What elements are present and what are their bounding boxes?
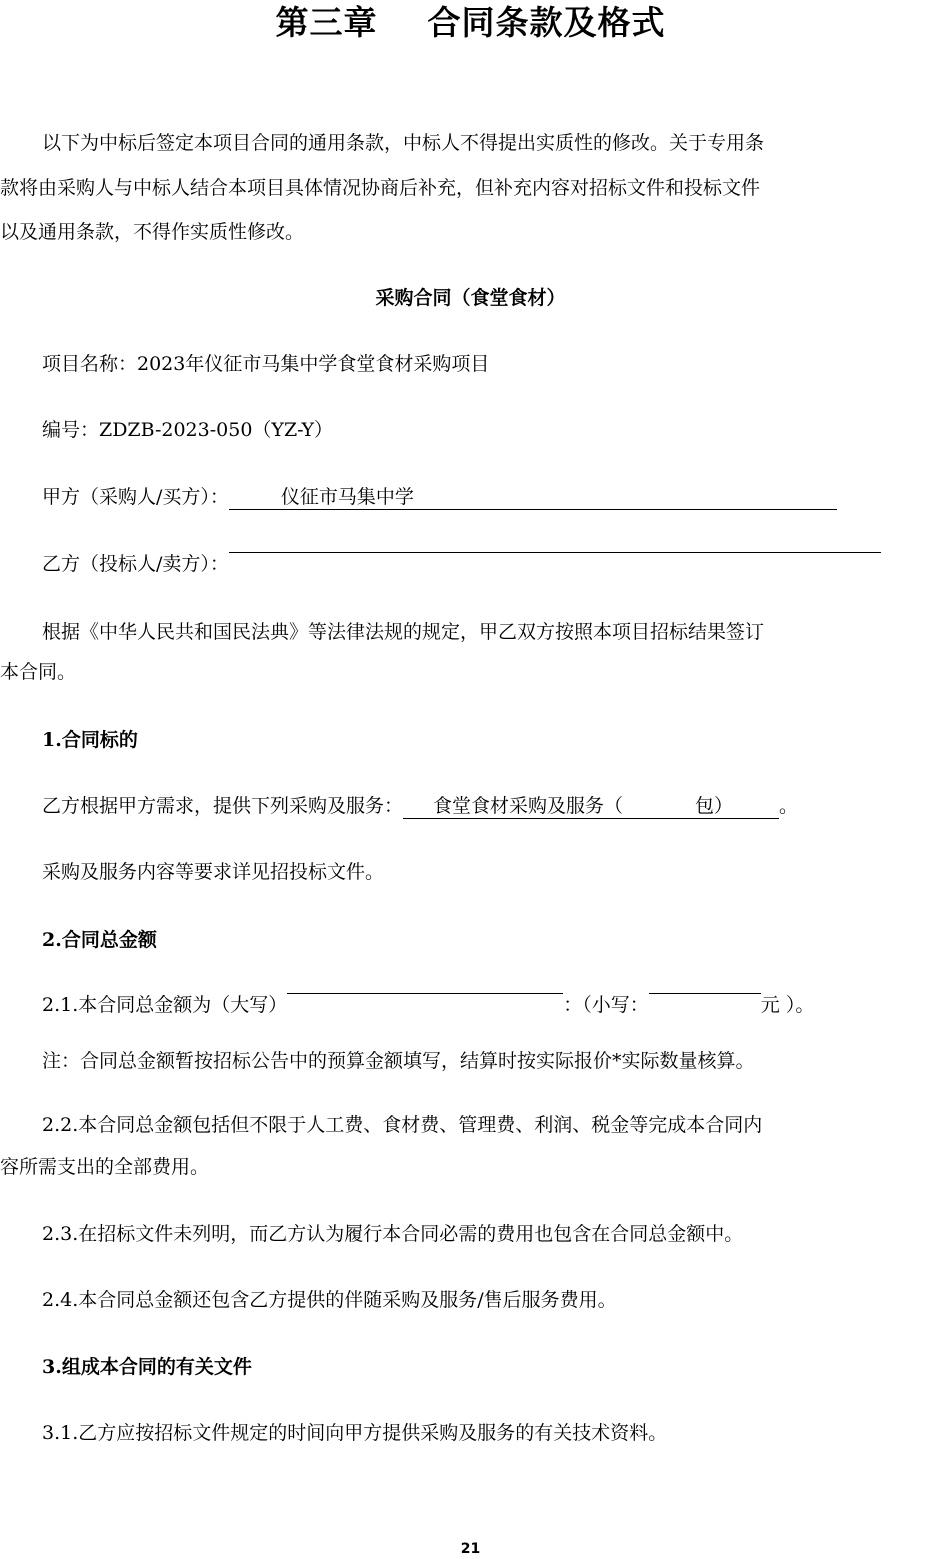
section-3-1: 3.1.乙方应按招标文件规定的时间向甲方提供采购及服务的有关技术资料。 <box>42 1422 668 1444</box>
chapter-title: 第三章 合同条款及格式 <box>275 3 666 42</box>
amount-lower-field[interactable] <box>649 993 761 994</box>
party-b-line <box>0 552 941 576</box>
project-name: 项目名称：2023年仪征市马集中学食堂食材采购项目 <box>42 353 490 375</box>
basis-line-1: 根据《中华人民共和国民法典》等法律法规的规定，甲乙双方按照本项目招标结果签订 <box>42 621 765 643</box>
goods-pack: 包） <box>695 795 734 817</box>
party-b-label: 乙方（投标人/卖方）： <box>42 553 229 575</box>
section-1-content: 采购及服务内容等要求详见招投标文件。 <box>42 861 385 883</box>
section-2-2-line-2: 容所需支出的全部费用。 <box>0 1156 210 1178</box>
section-1-heading: 1.合同标的 <box>42 729 138 751</box>
amount-prefix: 2.1.本合同总金额为（大写） <box>42 994 288 1016</box>
party-b-field[interactable] <box>229 552 881 553</box>
section-2-3: 2.3.在招标文件未列明，而乙方认为履行本合同必需的费用也包含在合同总金额中。 <box>42 1223 744 1245</box>
section-2-heading: 2.合同总金额 <box>42 929 157 951</box>
amount-mid: ：（小写： <box>563 994 649 1016</box>
goods-end: 。 <box>779 795 799 817</box>
goods-field[interactable] <box>403 794 779 819</box>
section-2-2-line-1: 2.2.本合同总金额包括但不限于人工费、食材费、管理费、利润、税金等完成本合同内 <box>42 1114 763 1136</box>
goods-name: 食堂食材采购及服务（ <box>433 795 624 817</box>
party-a-label: 甲方（采购人/买方）： <box>42 486 229 508</box>
section-2-4: 2.4.本合同总金额还包含乙方提供的伴随采购及服务/售后服务费用。 <box>42 1289 617 1311</box>
section-3-heading: 3.组成本合同的有关文件 <box>42 1356 252 1378</box>
basis-line-2: 本合同。 <box>0 661 77 683</box>
section-2-1-line <box>0 993 941 1017</box>
intro-line-2: 款将由采购人与中标人结合本项目具体情况协商后补充，但补充内容对招标文件和投标文件 <box>0 177 761 199</box>
project-code: 编号：ZDZB-2023-050（YZ-Y） <box>42 419 334 441</box>
party-a-line <box>0 485 941 510</box>
page-number: 21 <box>460 1541 481 1557</box>
intro-line-1: 以下为中标后签定本项目合同的通用条款，中标人不得提出实质性的修改。关于专用条 <box>42 132 765 154</box>
section-1-goods-line <box>0 794 941 819</box>
section-2-note: 注：合同总金额暂按招标公告中的预算金额填写，结算时按实际报价*实际数量核算。 <box>42 1050 755 1072</box>
intro-line-3: 以及通用条款，不得作实质性修改。 <box>0 221 305 243</box>
amount-upper-field[interactable] <box>287 993 563 994</box>
amount-unit: 元 ）。 <box>760 994 815 1016</box>
party-a-value: 仪征市马集中学 <box>280 486 414 508</box>
goods-prefix: 乙方根据甲方需求，提供下列采购及服务： <box>42 795 404 817</box>
contract-title: 采购合同（食堂食材） <box>375 287 566 309</box>
party-a-field[interactable] <box>229 485 837 510</box>
